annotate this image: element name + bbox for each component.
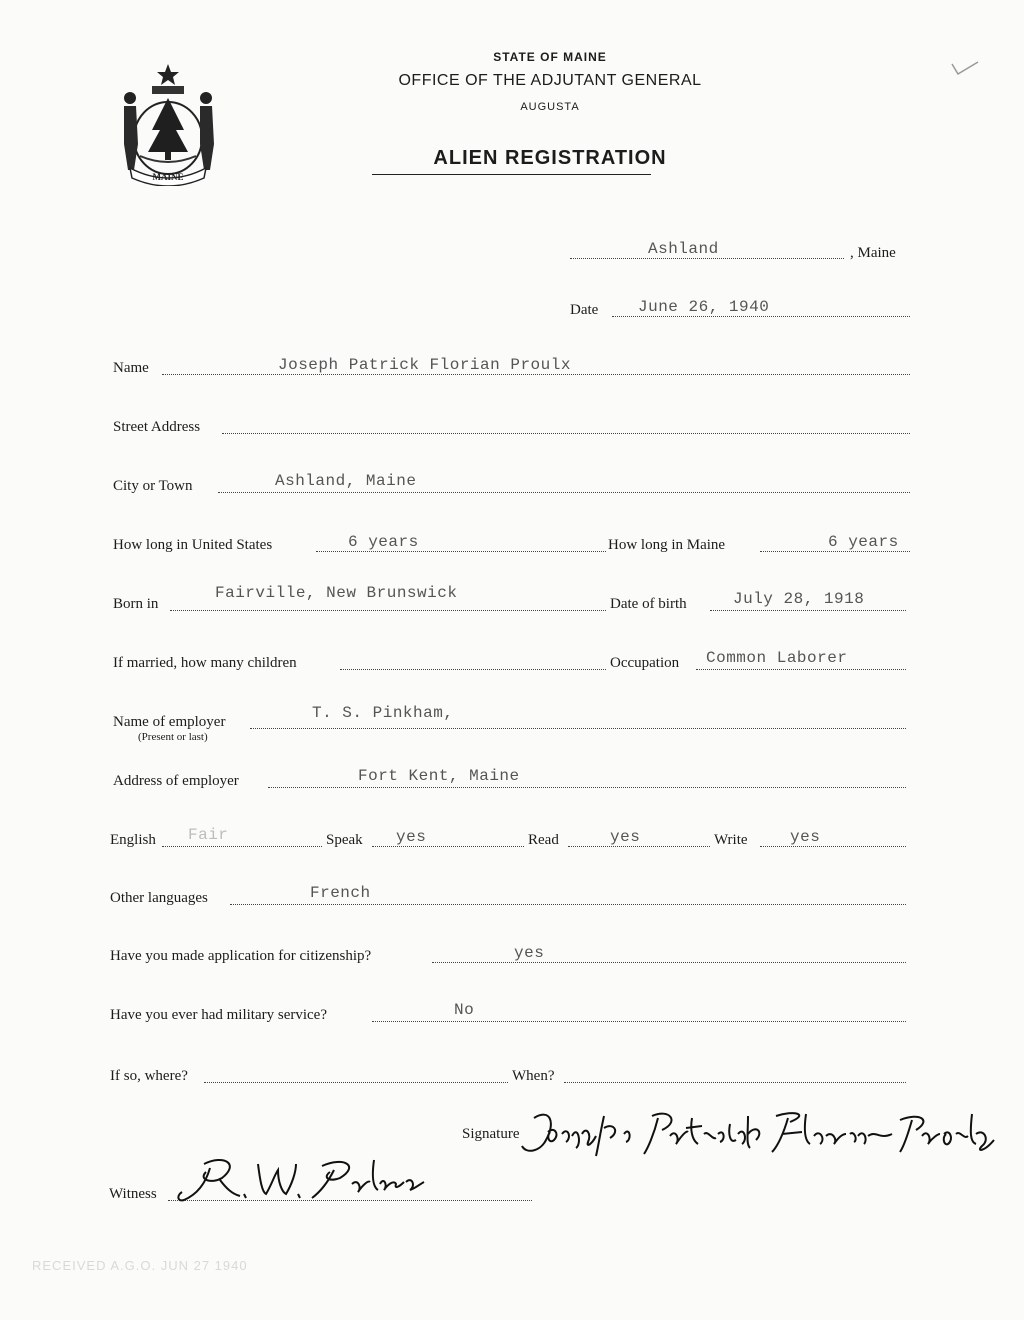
write-value[interactable]: yes — [790, 828, 821, 846]
write-label: Write — [714, 832, 748, 848]
how-long-maine-value[interactable]: 6 years — [828, 533, 899, 551]
city-label: City or Town — [113, 478, 193, 494]
date-value[interactable]: June 26, 1940 — [638, 298, 770, 316]
check-mark — [950, 58, 980, 78]
street-label: Street Address — [113, 419, 201, 435]
citizenship-value[interactable]: yes — [514, 944, 545, 962]
where-label: If so, where? — [110, 1068, 188, 1084]
employer-address-line — [268, 787, 906, 788]
signature-label: Signature — [462, 1126, 520, 1142]
read-line — [568, 846, 710, 847]
read-value[interactable]: yes — [610, 828, 641, 846]
state-heading: STATE OF MAINE — [493, 50, 607, 64]
occupation-value[interactable]: Common Laborer — [706, 649, 848, 667]
how-long-maine-label: How long in Maine — [608, 537, 726, 553]
when-line — [564, 1082, 906, 1083]
born-in-value[interactable]: Fairville, New Brunswick — [215, 584, 458, 602]
employer-address-value[interactable]: Fort Kent, Maine — [358, 767, 520, 785]
military-value[interactable]: No — [454, 1001, 475, 1019]
town-line — [570, 258, 844, 259]
how-long-maine-line — [760, 551, 910, 552]
how-long-us-line — [316, 551, 606, 552]
other-languages-label: Other languages — [110, 890, 208, 906]
signature-handwriting — [520, 1104, 1000, 1160]
name-label: Name — [113, 360, 149, 376]
dob-line — [710, 610, 906, 611]
english-line — [162, 846, 322, 847]
employer-label: Name of employer — [113, 714, 226, 730]
citizenship-label: Have you made application for citizenship? — [110, 948, 372, 964]
employer-value[interactable]: T. S. Pinkham, — [312, 704, 454, 722]
occupation-label: Occupation — [610, 655, 680, 671]
street-line — [222, 433, 910, 434]
city-heading: AUGUSTA — [520, 101, 580, 113]
born-in-label: Born in — [113, 596, 159, 612]
form-title: ALIEN REGISTRATION — [433, 147, 667, 169]
name-value[interactable]: Joseph Patrick Florian Proulx — [278, 356, 571, 374]
military-label: Have you ever had military service? — [110, 1007, 327, 1023]
name-line — [162, 374, 910, 375]
write-line — [760, 846, 906, 847]
dob-label: Date of birth — [610, 596, 687, 612]
english-label: English — [110, 832, 156, 848]
maine-state-seal — [112, 60, 224, 186]
speak-line — [372, 846, 524, 847]
born-in-line — [170, 610, 606, 611]
office-heading: OFFICE OF THE ADJUTANT GENERAL — [398, 72, 702, 89]
employer-line — [250, 728, 906, 729]
where-line — [204, 1082, 508, 1083]
dob-value[interactable]: July 28, 1918 — [733, 590, 865, 608]
witness-label: Witness — [109, 1186, 157, 1202]
received-stamp: RECEIVED A.G.O. JUN 27 1940 — [32, 1258, 248, 1273]
occupation-line — [696, 669, 906, 670]
english-value[interactable]: Fair — [188, 826, 229, 844]
speak-label: Speak — [326, 832, 363, 848]
other-languages-line — [230, 904, 906, 905]
citizenship-line — [432, 962, 906, 963]
employer-sublabel: (Present or last) — [138, 731, 208, 743]
children-line — [340, 669, 606, 670]
when-label: When? — [512, 1068, 555, 1084]
how-long-us-label: How long in United States — [113, 537, 273, 553]
speak-value[interactable]: yes — [396, 828, 427, 846]
maine-label: , Maine — [850, 245, 896, 261]
town-value[interactable]: Ashland — [648, 240, 719, 258]
witness-signature — [174, 1150, 444, 1206]
military-line — [372, 1021, 906, 1022]
other-languages-value[interactable]: French — [310, 884, 371, 902]
title-underline — [372, 174, 651, 175]
date-label: Date — [570, 302, 599, 318]
svg-text:MAINE: MAINE — [152, 172, 184, 182]
how-long-us-value[interactable]: 6 years — [348, 533, 419, 551]
employer-address-label: Address of employer — [113, 773, 239, 789]
read-label: Read — [528, 832, 559, 848]
date-line — [612, 316, 910, 317]
city-value[interactable]: Ashland, Maine — [275, 472, 417, 490]
city-line — [218, 492, 910, 493]
children-label: If married, how many children — [113, 655, 297, 671]
